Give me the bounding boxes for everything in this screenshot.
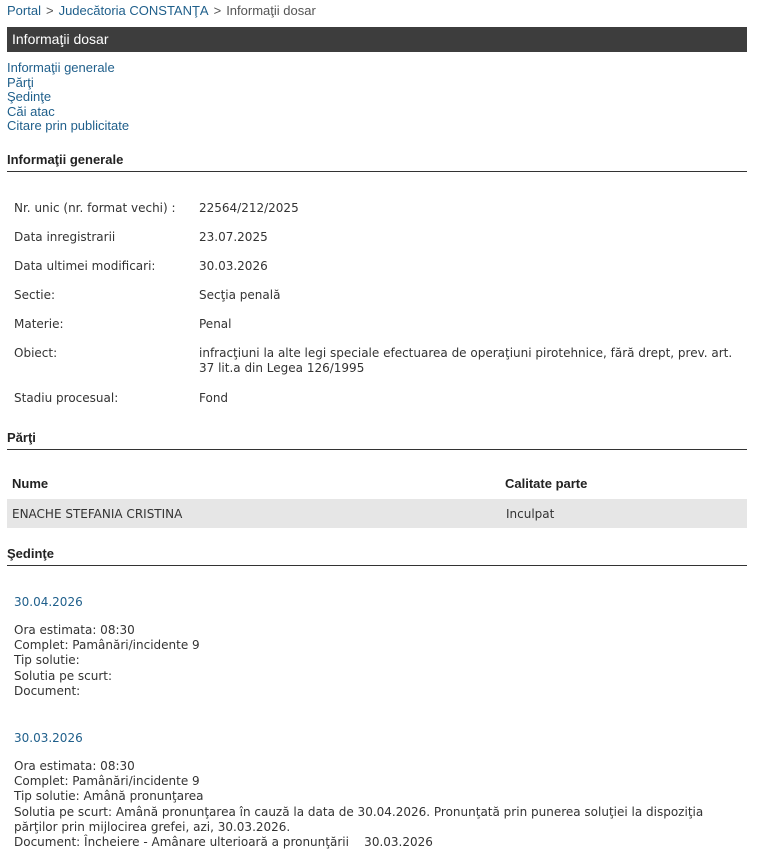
breadcrumb-separator: > [213, 3, 222, 18]
info-label: Data inregistrarii [14, 230, 116, 244]
info-value: 23.07.2025 [199, 230, 268, 244]
party-role: Inculpat [506, 507, 555, 521]
info-label: Data ultimei modificari: [14, 259, 156, 273]
hearing-panel: Complet: Pamânări/incidente 9 [14, 774, 200, 789]
info-value: 30.03.2026 [199, 259, 268, 273]
general-info-heading: Informaţii generale [7, 152, 747, 172]
info-value: Fond [199, 391, 229, 405]
info-value: Penal [199, 317, 232, 331]
nav-link-parties[interactable]: Părţi [7, 74, 34, 90]
hearing-details [14, 759, 749, 850]
info-label: Nr. unic (nr. format vechi) : [14, 201, 176, 215]
hearing-solution-summary: Solutia pe scurt: Amână pronunţarea în cauză la data de 30.04.2026. Pronunţată prin punerea soluţiei la dispoziţia părţilor prin mijlocirea grefei, azi, 30.03.2026. [14, 804, 704, 834]
hearing-document: Document: [14, 683, 81, 698]
hearing-date: 30.04.2026 [14, 595, 83, 609]
hearing-date: 30.03.2026 [14, 731, 83, 745]
breadcrumb-portal-link[interactable]: Portal [7, 3, 41, 18]
hearing-solution-type: Tip solutie: Amână pronunţarea [14, 789, 204, 804]
section-nav [7, 61, 129, 134]
hearing-time: Ora estimata: 08:30 [14, 759, 135, 773]
parties-heading: Părţi [7, 430, 747, 450]
hearing-panel: Complet: Pamânări/incidente 9 [14, 638, 200, 653]
info-label: Sectie: [14, 288, 56, 302]
hearings-heading: Şedinţe [7, 546, 747, 566]
page-title: Informaţii dosar [7, 27, 747, 52]
info-label: Stadiu procesual: [14, 391, 119, 405]
info-label: Materie: [14, 317, 64, 331]
breadcrumb-current: Informaţii dosar [226, 3, 316, 18]
hearing-time: Ora estimata: 08:30 [14, 623, 135, 637]
column-header-name: Nume [12, 476, 49, 491]
nav-link-hearings[interactable]: Şedinţe [7, 89, 52, 105]
info-value: infracţiuni la alte legi speciale efectuarea de operaţiuni pirotehnice, fără drept, prev. art. 37 lit.a din Legea 126/1995 [199, 346, 733, 375]
parties-table-header [7, 468, 747, 496]
breadcrumb-court-link[interactable]: Judecătoria CONSTANŢA [58, 3, 209, 18]
hearing-document: Document: Încheiere - Amânare ulterioară a pronunţării 30.03.2026 [14, 835, 433, 850]
info-label: Obiect: [14, 346, 58, 360]
hearing-details [14, 623, 749, 699]
party-name: ENACHE STEFANIA CRISTINA [12, 507, 183, 521]
info-value: Secţia penală [199, 288, 281, 302]
breadcrumb-separator: > [45, 3, 54, 18]
hearing-solution-type: Tip solutie: [14, 653, 80, 668]
nav-link-citations[interactable]: Citare prin publicitate [7, 118, 130, 134]
hearing-solution-summary: Solutia pe scurt: [14, 668, 113, 683]
table-row [7, 499, 747, 528]
nav-link-appeals[interactable]: Căi atac [7, 103, 55, 119]
column-header-role: Calitate parte [505, 476, 588, 491]
info-value: 22564/212/2025 [199, 201, 299, 215]
nav-link-general[interactable]: Informaţii generale [7, 60, 115, 75]
breadcrumb [7, 3, 316, 18]
